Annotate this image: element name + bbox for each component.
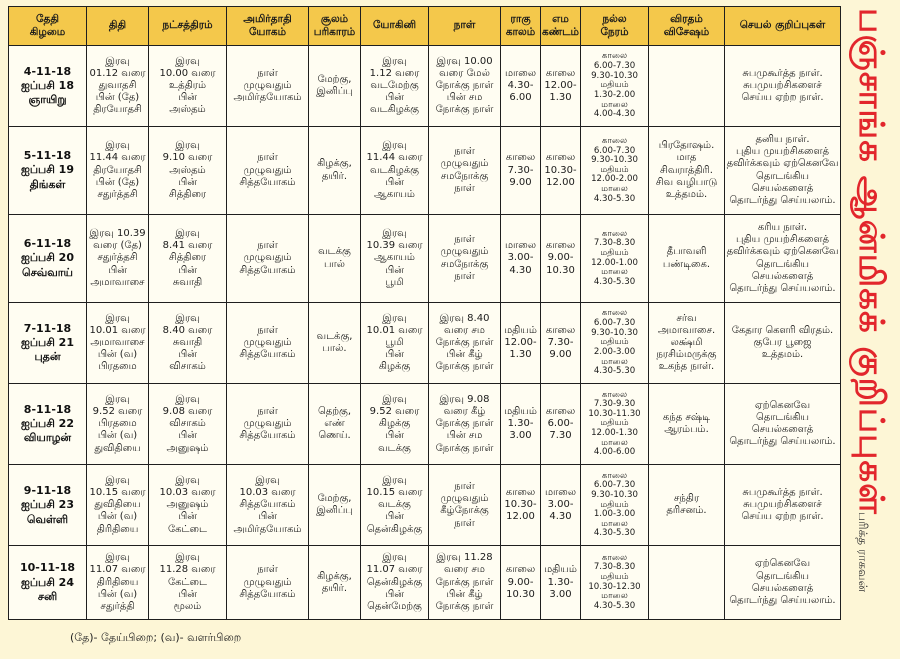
- ema-cell: காலை 7.30- 9.00: [541, 303, 581, 384]
- thithi-cell: இரவு 11.44 வரை திரயோதசி பின் (தே) சதுர்த்தசி: [87, 127, 149, 215]
- raghu-cell: மாலை 4.30- 6.00: [501, 46, 541, 127]
- soolam-cell: கிழக்கு, தயிர்.: [309, 546, 361, 620]
- kuripu-cell: கேதார கௌரி விரதம். குபேர பூஜை உத்தமம்.: [725, 303, 841, 384]
- table-header: [9, 7, 841, 46]
- soolam-cell: வடக்கு பால்: [309, 215, 361, 303]
- table-row: [9, 303, 841, 384]
- thithi-cell: இரவு 11.07 வரை திரிதியை பின் (வ) சதுர்த்தி: [87, 546, 149, 620]
- raghu-cell: காலை 7.30- 9.00: [501, 127, 541, 215]
- nakshatra-cell: இரவு 10.00 வரை உத்திரம் பின் அஸ்தம்: [149, 46, 227, 127]
- header-date: தேதி கிழமை: [9, 7, 87, 46]
- nakshatra-cell: இரவு 9.10 வரை அஸ்தம் பின் சித்திரை: [149, 127, 227, 215]
- header-kuripu: செயல் குறிப்புகள்: [725, 7, 841, 46]
- yogini-cell: இரவு 11.44 வரை வடகிழக்கு பின் ஆகாயம்: [361, 127, 429, 215]
- date-cell: 10-11-18 ஐப்பசி 24 சனி: [9, 546, 87, 620]
- header-thithi: திதி: [87, 7, 149, 46]
- author-byline: பரிக்த ராகவன்: [856, 512, 870, 593]
- raghu-cell: மாலை 3.00- 4.30: [501, 215, 541, 303]
- nalla-cell: காலை 6.00-7.30 9.30-10.30 மதியம் 1.30-2.00 மாலை 4.00-4.30: [581, 46, 649, 127]
- ema-cell: மாலை 3.00- 4.30: [541, 465, 581, 546]
- nakshatra-cell: இரவு 8.41 வரை சித்திரை பின் சுவாதி: [149, 215, 227, 303]
- kuripu-cell: ஏற்கெனவே தொடங்கிய செயல்களைத் தொடர்ந்து செய்யலாம்.: [725, 546, 841, 620]
- yogam-cell: நாள் முழுவதும் அமிர்தயோகம்: [227, 46, 309, 127]
- yogam-cell: நாள் முழுவதும் சித்தயோகம்: [227, 303, 309, 384]
- kuripu-cell: தனிய நாள். புதிய முயற்சிகளைத் தவிர்க்கவும் ஏற்கெனவே தொடங்கிய செயல்களைத் தொடர்ந்து செய்யலாம்.: [725, 127, 841, 215]
- yogam-cell: நாள் முழுவதும் சித்தயோகம்: [227, 215, 309, 303]
- ema-cell: காலை 6.00- 7.30: [541, 384, 581, 465]
- yogini-cell: இரவு 11.07 வரை தென்கிழக்கு பின் தென்மேற்கு: [361, 546, 429, 620]
- header-naal: நாள்: [429, 7, 501, 46]
- nakshatra-cell: இரவு 10.03 வரை அனுஷம் பின் கேட்டை: [149, 465, 227, 546]
- yogam-cell: நாள் முழுவதும் சித்தயோகம்: [227, 546, 309, 620]
- page-title: பஞ்சாங்க ஆன்மிகக் குறிப்புகள்: [851, 8, 891, 515]
- date-cell: 8-11-18 ஐப்பசி 22 வியாழன்: [9, 384, 87, 465]
- naal-cell: இரவு 8.40 வரை சம நோக்கு நாள் பின் கீழ் நோக்கு நாள்: [429, 303, 501, 384]
- thithi-cell: இரவு 10.01 வரை அமாவாசை பின் (வ) பிரதமை: [87, 303, 149, 384]
- date-cell: 4-11-18 ஐப்பசி 18 ஞாயிறு: [9, 46, 87, 127]
- nakshatra-cell: இரவு 11.28 வரை கேட்டை பின் மூலம்: [149, 546, 227, 620]
- header-viratham: விரதம் விசேஷம்: [649, 7, 725, 46]
- soolam-cell: மேற்கு, இனிப்பு: [309, 46, 361, 127]
- ema-cell: காலை 10.30- 12.00: [541, 127, 581, 215]
- raghu-cell: காலை 9.00- 10.30: [501, 546, 541, 620]
- soolam-cell: மேற்கு, இனிப்பு: [309, 465, 361, 546]
- nakshatra-cell: இரவு 9.08 வரை விசாகம் பின் அனுஷம்: [149, 384, 227, 465]
- kuripu-cell: ஏற்கெனவே தொடங்கிய செயல்களைத் தொடர்ந்து செய்யலாம்.: [725, 384, 841, 465]
- table-row: [9, 546, 841, 620]
- date-cell: 7-11-18 ஐப்பசி 21 புதன்: [9, 303, 87, 384]
- yogam-cell: நாள் முழுவதும் சித்தயோகம்: [227, 384, 309, 465]
- table-row: [9, 215, 841, 303]
- soolam-cell: கிழக்கு, தயிர்.: [309, 127, 361, 215]
- yogini-cell: இரவு 1.12 வரை வடமேற்கு பின் வடகிழக்கு: [361, 46, 429, 127]
- raghu-cell: காலை 10.30- 12.00: [501, 465, 541, 546]
- header-ema: எம கண்டம்: [541, 7, 581, 46]
- raghu-cell: மதியம் 1.30- 3.00: [501, 384, 541, 465]
- legend-footnote: (தே)- தேய்பிறை; (வ)- வளர்பிறை: [70, 631, 242, 644]
- soolam-cell: தெற்கு, எண் ணெய்.: [309, 384, 361, 465]
- kuripu-cell: சுபமுகூர்த்த நாள். சுபமுயற்சிகளைச் செய்ய ஏற்ற நாள்.: [725, 46, 841, 127]
- header-yogam: அமிர்தாதி யோகம்: [227, 7, 309, 46]
- naal-cell: நாள் முழுவதும் கீழ்நோக்கு நாள்: [429, 465, 501, 546]
- date-cell: 9-11-18 ஐப்பசி 23 வெள்ளி: [9, 465, 87, 546]
- yogini-cell: இரவு 10.01 வரை பூமி பின் கிழக்கு: [361, 303, 429, 384]
- viratham-cell: கந்த சஷ்டி ஆரம்பம்.: [649, 384, 725, 465]
- table-row: [9, 465, 841, 546]
- thithi-cell: இரவு 10.15 வரை துவிதியை பின் (வ) திரிதியை: [87, 465, 149, 546]
- nakshatra-cell: இரவு 8.40 வரை சுவாதி பின் விசாகம்: [149, 303, 227, 384]
- header-yogini: யோகினி: [361, 7, 429, 46]
- header-row: [9, 7, 841, 46]
- kuripu-cell: சுபமுகூர்த்த நாள். சுபமுயற்சிகளைச் செய்ய ஏற்ற நாள்.: [725, 465, 841, 546]
- viratham-cell: [649, 546, 725, 620]
- nalla-cell: காலை 6.00-7.30 9.30-10.30 மதியம் 12.00-2.00 மாலை 4.30-5.30: [581, 127, 649, 215]
- nalla-cell: காலை 7.30-9.30 10.30-11.30 மதியம் 12.00-1.30 மாலை 4.00-6.00: [581, 384, 649, 465]
- thithi-cell: இரவு 01.12 வரை துவாதசி பின் (தே) திரயோதசி: [87, 46, 149, 127]
- kuripu-cell: கரிய நாள். புதிய முயற்சிகளைத் தவிர்க்கவும் ஏற்கெனவே தொடங்கிய செயல்களைத் தொடர்ந்து செய்யலாம்.: [725, 215, 841, 303]
- viratham-cell: [649, 46, 725, 127]
- yogini-cell: இரவு 10.39 வரை ஆகாயம் பின் பூமி: [361, 215, 429, 303]
- date-cell: 6-11-18 ஐப்பசி 20 செவ்வாய்: [9, 215, 87, 303]
- yogini-cell: இரவு 9.52 வரை கிழக்கு பின் வடக்கு: [361, 384, 429, 465]
- naal-cell: நாள் முழுவதும் சமநோக்கு நாள்: [429, 127, 501, 215]
- viratham-cell: பிரதோஷம். மாத சிவராத்திரி. சிவ வழிபாடு உத்தமம்.: [649, 127, 725, 215]
- date-cell: 5-11-18 ஐப்பசி 19 திங்கள்: [9, 127, 87, 215]
- table-body: [9, 46, 841, 620]
- header-soolam: சூலம் பரிகாரம்: [309, 7, 361, 46]
- ema-cell: காலை 9.00- 10.30: [541, 215, 581, 303]
- raghu-cell: மதியம் 12.00- 1.30: [501, 303, 541, 384]
- nalla-cell: காலை 7.30-8.30 மதியம் 12.00-1.00 மாலை 4.30-5.30: [581, 215, 649, 303]
- panchangam-table: [8, 6, 841, 620]
- table-row: [9, 384, 841, 465]
- soolam-cell: வடக்கு, பால்.: [309, 303, 361, 384]
- thithi-cell: இரவு 9.52 வரை பிரதமை பின் (வ) துவிதியை: [87, 384, 149, 465]
- table-row: [9, 46, 841, 127]
- ema-cell: மதியம் 1.30- 3.00: [541, 546, 581, 620]
- naal-cell: இரவு 11.28 வரை சம நோக்கு நாள் பின் கீழ் நோக்கு நாள்: [429, 546, 501, 620]
- viratham-cell: தீபாவளி பண்டிகை.: [649, 215, 725, 303]
- nalla-cell: காலை 6.00-7.30 9.30-10.30 மதியம் 1.00-3.00 மாலை 4.30-5.30: [581, 465, 649, 546]
- naal-cell: நாள் முழுவதும் சமநோக்கு நாள்: [429, 215, 501, 303]
- naal-cell: இரவு 10.00 வரை மேல் நோக்கு நாள் பின் சம நோக்கு நாள்: [429, 46, 501, 127]
- viratham-cell: சர்வ அமாவாசை. லக்ஷ்மி நரசிம்மருக்கு உகந்த நாள்.: [649, 303, 725, 384]
- header-nakshatra: நட்சத்திரம்: [149, 7, 227, 46]
- table-row: [9, 127, 841, 215]
- thithi-cell: இரவு 10.39 வரை (தே) சதுர்த்தசி பின் அமாவாசை: [87, 215, 149, 303]
- viratham-cell: சந்திர தரிசனம்.: [649, 465, 725, 546]
- yogam-cell: நாள் முழுவதும் சித்தயோகம்: [227, 127, 309, 215]
- yogini-cell: இரவு 10.15 வரை வடக்கு பின் தென்கிழக்கு: [361, 465, 429, 546]
- header-nalla: நல்ல நேரம்: [581, 7, 649, 46]
- nalla-cell: காலை 7.30-8.30 மதியம் 10.30-12.30 மாலை 4.30-5.30: [581, 546, 649, 620]
- yogam-cell: இரவு 10.03 வரை சித்தயோகம் பின் அமிர்தயோகம்: [227, 465, 309, 546]
- ema-cell: காலை 12.00- 1.30: [541, 46, 581, 127]
- naal-cell: இரவு 9.08 வரை கீழ் நோக்கு நாள் பின் சம நோக்கு நாள்: [429, 384, 501, 465]
- nalla-cell: காலை 6.00-7.30 9.30-10.30 மதியம் 2.00-3.00 மாலை 4.30-5.30: [581, 303, 649, 384]
- header-raghu: ராகு காலம்: [501, 7, 541, 46]
